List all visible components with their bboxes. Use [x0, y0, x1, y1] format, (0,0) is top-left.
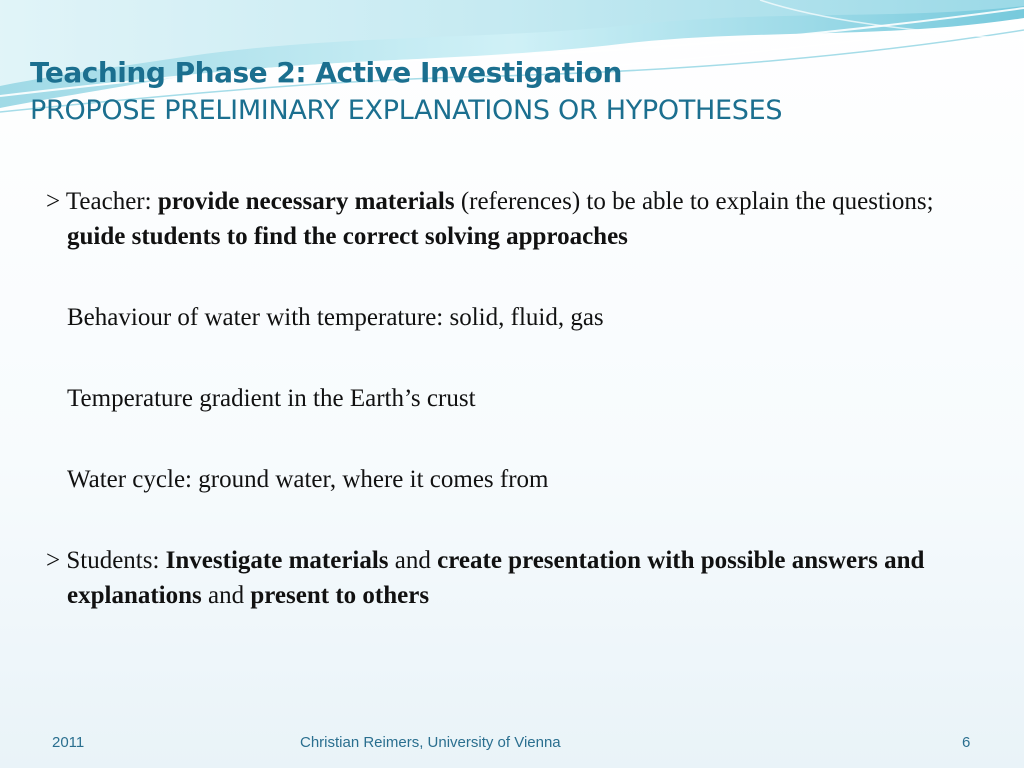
students-bold-create: create presentation with possible answers and explanations	[67, 547, 925, 609]
slide-body	[46, 184, 996, 613]
students-bold-investigate: Investigate materials	[165, 547, 389, 574]
slide-footer	[0, 734, 1024, 754]
slide-subtitle: PROPOSE PRELIMINARY EXPLANATIONS OR HYPOTHESES	[30, 95, 783, 126]
footer-year: 2011	[52, 734, 85, 751]
students-paragraph	[46, 543, 996, 613]
students-prefix: > Students:	[46, 547, 166, 574]
students-text-and-2: and	[201, 582, 251, 609]
students-text-and: and	[388, 547, 438, 574]
topic-item: Behaviour of water with temperature: solid, fluid, gas	[67, 304, 604, 331]
students-bold-present: present to others	[250, 582, 430, 609]
footer-author: Christian Reimers, University of Vienna	[300, 734, 561, 751]
topic-item: Temperature gradient in the Earth’s crust	[67, 385, 476, 412]
page-number: 6	[962, 734, 971, 751]
teacher-prefix: > Teacher:	[46, 188, 158, 215]
teacher-bold-materials: provide necessary materials	[157, 188, 455, 215]
teacher-paragraph	[46, 184, 996, 254]
teacher-text: (references) to be able to explain the questions;	[454, 188, 934, 215]
slide-title: Teaching Phase 2: Active Investigation	[30, 56, 622, 89]
topic-item: Water cycle: ground water, where it comes from	[67, 466, 549, 493]
slide-title-block	[30, 56, 990, 130]
teacher-bold-guide: guide students to find the correct solving approaches	[67, 223, 628, 250]
